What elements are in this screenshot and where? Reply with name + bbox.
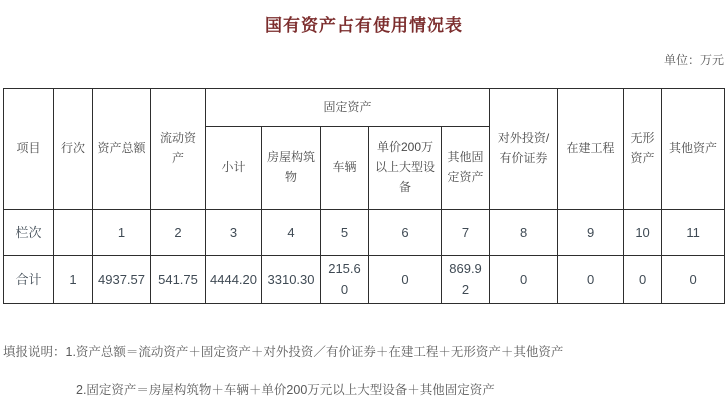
total-row: [4, 256, 725, 304]
total-fixed-subtotal: 4444.20: [206, 256, 262, 304]
col-header-external-investment: 对外投资/有价证券: [490, 89, 558, 210]
unit-label: 单位：万元: [663, 53, 724, 67]
total-other-fixed-assets: 869.92: [442, 256, 490, 304]
column-index-row: [4, 210, 725, 256]
total-total-assets: 4937.57: [93, 256, 151, 304]
col-group-header-fixed-assets: 固定资产: [206, 89, 490, 127]
column-index-5: 5: [321, 210, 369, 256]
total-buildings: 3310.30: [262, 256, 321, 304]
total-current-assets: 541.75: [151, 256, 206, 304]
column-index-2: 2: [151, 210, 206, 256]
col-header-large-equipment: 单价200万以上大型设备: [369, 127, 442, 210]
col-header-total-assets: 资产总额: [93, 89, 151, 210]
column-index-10: 10: [624, 210, 662, 256]
column-index-9: 9: [558, 210, 624, 256]
total-vehicles: 215.60: [321, 256, 369, 304]
col-header-other-fixed-assets: 其他固定资产: [442, 127, 490, 210]
column-index-7: 7: [442, 210, 490, 256]
col-header-row-no: 行次: [54, 89, 93, 210]
column-index-6: 6: [369, 210, 442, 256]
col-header-current-assets: 流动资产: [151, 89, 206, 210]
col-header-other-assets: 其他资产: [662, 89, 725, 210]
page-title: 国有资产占有使用情况表: [265, 16, 463, 35]
filling-instructions-line-2: 2.固定资产＝房屋构筑物＋车辆＋单价200万元以上大型设备＋其他固定资产: [76, 383, 495, 397]
column-index-8: 8: [490, 210, 558, 256]
col-header-intangible-assets: 无形资产: [624, 89, 662, 210]
column-index-empty-cell: [54, 210, 93, 256]
column-index-1: 1: [93, 210, 151, 256]
total-other-assets: 0: [662, 256, 725, 304]
header-row-1: [4, 89, 725, 127]
total-intangible-assets: 0: [624, 256, 662, 304]
column-index-3: 3: [206, 210, 262, 256]
col-header-item: 项目: [4, 89, 54, 210]
filling-instructions-line-1: 填报说明：1.资产总额＝流动资产＋固定资产＋对外投资／有价证券＋在建工程＋无形资产＋其他资产: [3, 345, 564, 359]
col-header-construction-in-progress: 在建工程: [558, 89, 624, 210]
total-external-investment: 0: [490, 256, 558, 304]
total-large-equipment: 0: [369, 256, 442, 304]
col-header-vehicles: 车辆: [321, 127, 369, 210]
total-construction-in-progress: 0: [558, 256, 624, 304]
total-row-label: 合计: [4, 256, 54, 304]
column-index-label: 栏次: [4, 210, 54, 256]
col-header-subtotal: 小计: [206, 127, 262, 210]
total-row-no: 1: [54, 256, 93, 304]
asset-report-table: [3, 88, 725, 304]
col-header-buildings: 房屋构筑物: [262, 127, 321, 210]
column-index-4: 4: [262, 210, 321, 256]
column-index-11: 11: [662, 210, 725, 256]
